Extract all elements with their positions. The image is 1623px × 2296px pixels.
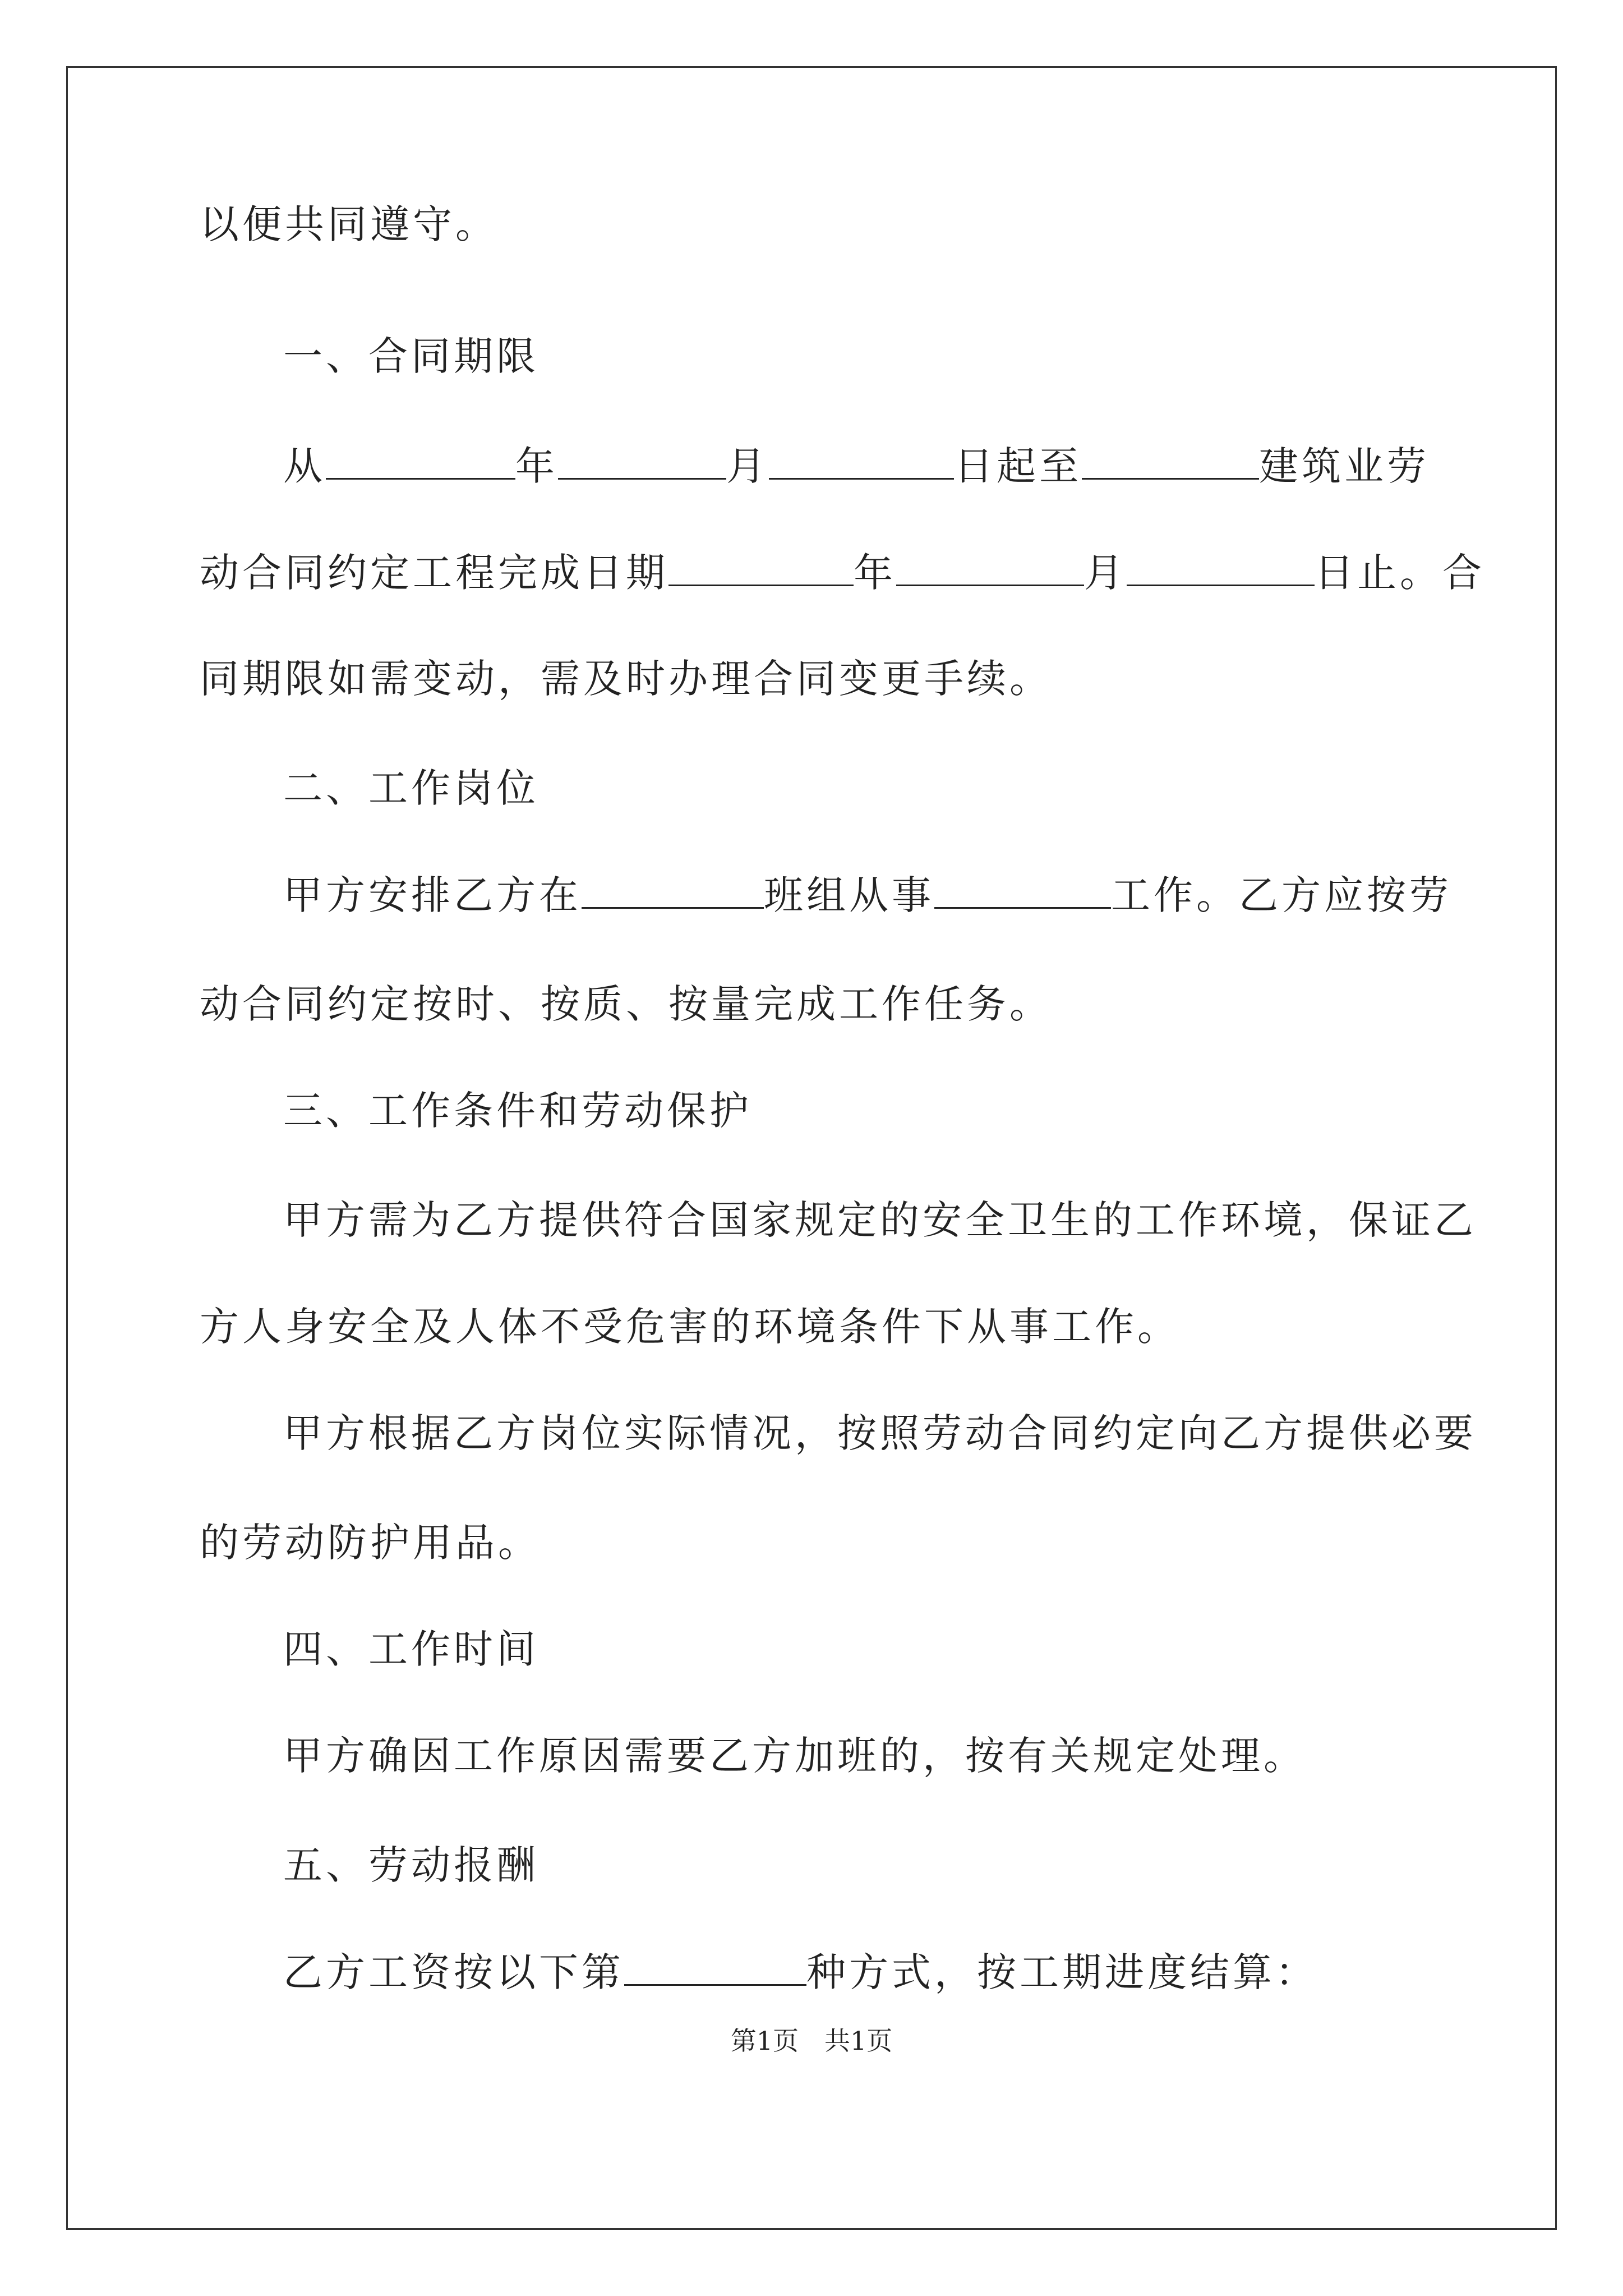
fill-in-blank-contract-name [1082,443,1259,480]
paragraph-line: 同期限如需变动，需及时办理合同变更手续。 [200,656,1052,702]
fill-in-blank-start-day [769,443,954,480]
text-segment: 乙方工资按以下第 [283,1949,624,1995]
page-frame [66,66,1557,2230]
text-segment: 年 [515,443,558,489]
fill-in-blank-end-year [668,550,854,586]
fill-in-blank-payment-method [624,1949,806,1986]
paragraph-line: 甲方根据乙方岗位实际情况，按照劳动合同约定向乙方提供必要 [283,1410,1477,1456]
text-segment: 月 [726,443,769,489]
section-heading-remuneration: 五、劳动报酬 [283,1842,539,1888]
paragraph-line [283,1949,1318,1995]
text-segment: 班组从事 [764,872,934,918]
section-heading-job-position: 二、工作岗位 [283,765,539,811]
fill-in-blank-start-year [326,443,515,480]
fill-in-blank-end-month [896,550,1084,586]
paragraph-line [283,872,1452,918]
fill-in-blank-start-month [558,443,726,480]
text-segment: 建筑业劳 [1259,443,1430,489]
section-heading-contract-term: 一、合同期限 [283,333,539,379]
page-number-footer: 第1页 共1页 [730,2026,893,2056]
paragraph-line: 方人身安全及人体不受危害的环境条件下从事工作。 [200,1304,1180,1350]
paragraph-line [283,443,1430,489]
text-segment: 动合同约定工程完成日期 [200,550,668,596]
text-segment: 月 [1084,550,1127,596]
text-segment: 甲方安排乙方在 [283,872,582,918]
paragraph-line: 动合同约定按时、按质、按量完成工作任务。 [200,981,1052,1027]
text-segment: 年 [854,550,896,596]
fill-in-blank-work-type [934,872,1111,909]
text-segment: 日止。合 [1315,550,1485,596]
fill-in-blank-team [582,872,764,909]
fill-in-blank-end-day [1127,550,1315,586]
text-segment: 工作。乙方应按劳 [1111,872,1452,918]
section-heading-working-conditions: 三、工作条件和劳动保护 [283,1088,752,1134]
paragraph-line: 的劳动防护用品。 [200,1520,541,1566]
paragraph-line: 甲方需为乙方提供符合国家规定的安全卫生的工作环境，保证乙 [283,1197,1477,1243]
paragraph-line: 以便共同遵守。 [200,201,498,247]
text-segment: 种方式，按工期进度结算： [806,1949,1318,1995]
paragraph-line: 甲方确因工作原因需要乙方加班的，按有关规定处理。 [283,1733,1306,1779]
paragraph-line [200,550,1485,595]
text-segment: 从 [283,443,326,489]
section-heading-working-hours: 四、工作时间 [283,1626,539,1672]
text-segment: 日起至 [954,443,1082,489]
